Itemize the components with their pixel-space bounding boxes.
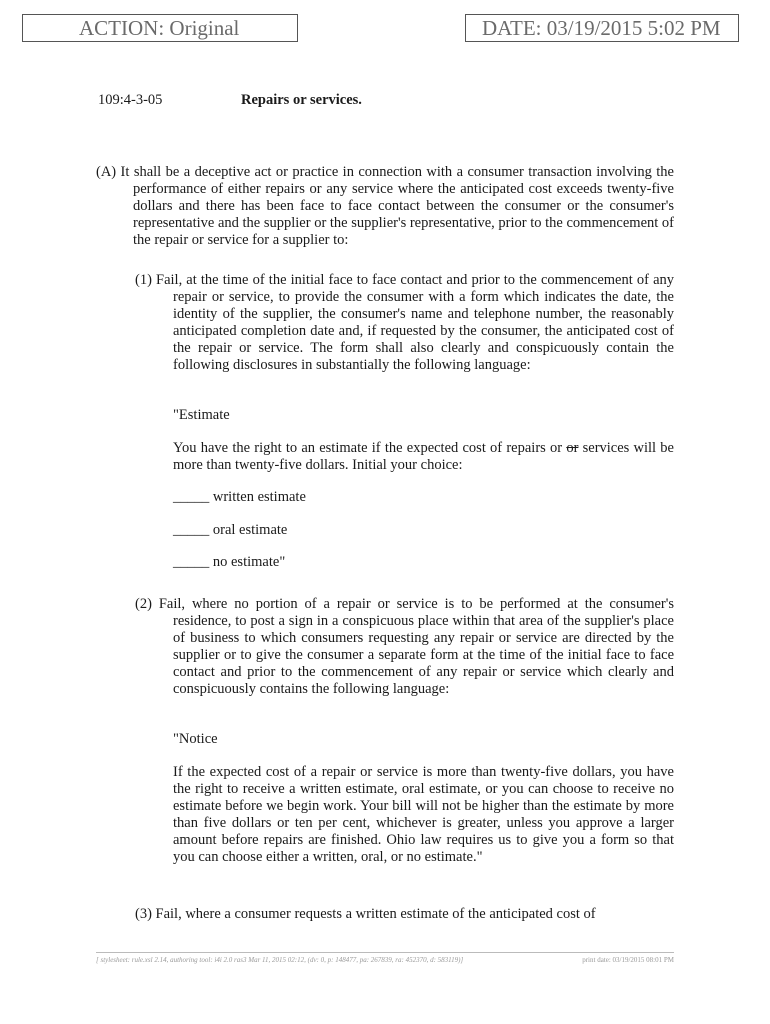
estimate-text-after: services will be more than twenty-five dollars. Initial your choice:	[173, 440, 674, 473]
paragraph-a2: (2) Fail, where no portion of a repair or service is to be performed at the consumer's residence, to post a sign in a conspicuous place within that area of the supplier's place of business to which consumers requesting any repair or service are directed by the supplier or to give the consumer a separate form at the time of the initial face to face contact and prior to the commencement of any repair or service which clearly and conspicuously contains the following language:	[135, 596, 674, 697]
estimate-heading: "Estimate	[173, 407, 230, 423]
paragraph-a: (A) It shall be a deceptive act or practice in connection with a consumer transaction involving the performance of either repairs or any service where the anticipated cost exceeds twenty-five dollars and there has been face to face contact between the consumer or the consumer's representative and the supplier or the supplier's representative, prior to the commencement of the repair or service for a supplier to:	[96, 164, 674, 248]
choice-oral-estimate: _____ oral estimate	[173, 522, 288, 538]
struck-word: or	[566, 440, 579, 456]
page-footer	[96, 952, 674, 964]
date-label: DATE: 03/19/2015 5:02 PM	[465, 14, 739, 42]
notice-text: If the expected cost of a repair or service is more than twenty-five dollars, you have the right to receive a written estimate, oral estimate, or you can choose to receive no estimate before we begin work. Your bill will not be higher than the estimate by more than five dollars or ten per cent, whichever is greater, unless you approve a larger amount before repairs are finished. Ohio law requires us to give you a form so that you can choose either a written, oral, or no estimate."	[173, 764, 674, 865]
estimate-text	[173, 440, 674, 474]
choice-written-estimate: _____ written estimate	[173, 489, 306, 505]
notice-heading: "Notice	[173, 731, 218, 747]
paragraph-a3: (3) Fail, where a consumer requests a written estimate of the anticipated cost of	[135, 906, 596, 922]
estimate-text-before: You have the right to an estimate if the expected cost of repairs or	[173, 440, 567, 456]
rule-heading	[98, 92, 362, 109]
action-label: ACTION: Original	[22, 14, 298, 42]
rule-title: Repairs or services.	[241, 92, 362, 108]
print-date: print date: 03/19/2015 08:01 PM	[582, 956, 674, 964]
footer-meta: [ stylesheet: rule.xsl 2.14, authoring tool: i4i 2.0 ras3 Mar 11, 2015 02:12, (dv: 0, p: 148477, pa: 267839, ra: 452370, d: 583119)]	[96, 956, 464, 964]
choice-no-estimate: _____ no estimate"	[173, 554, 286, 570]
rule-number: 109:4-3-05	[98, 92, 163, 108]
paragraph-a1: (1) Fail, at the time of the initial face to face contact and prior to the commencement of any repair or service, to provide the consumer with a form which indicates the date, the identity of the supplier, the consumer's name and telephone number, the reasonably anticipated completion date and, if requested by the consumer, the anticipated cost of the repair or service. The form shall also clearly and conspicuously contain the following disclosures in substantially the following language:	[135, 272, 674, 373]
